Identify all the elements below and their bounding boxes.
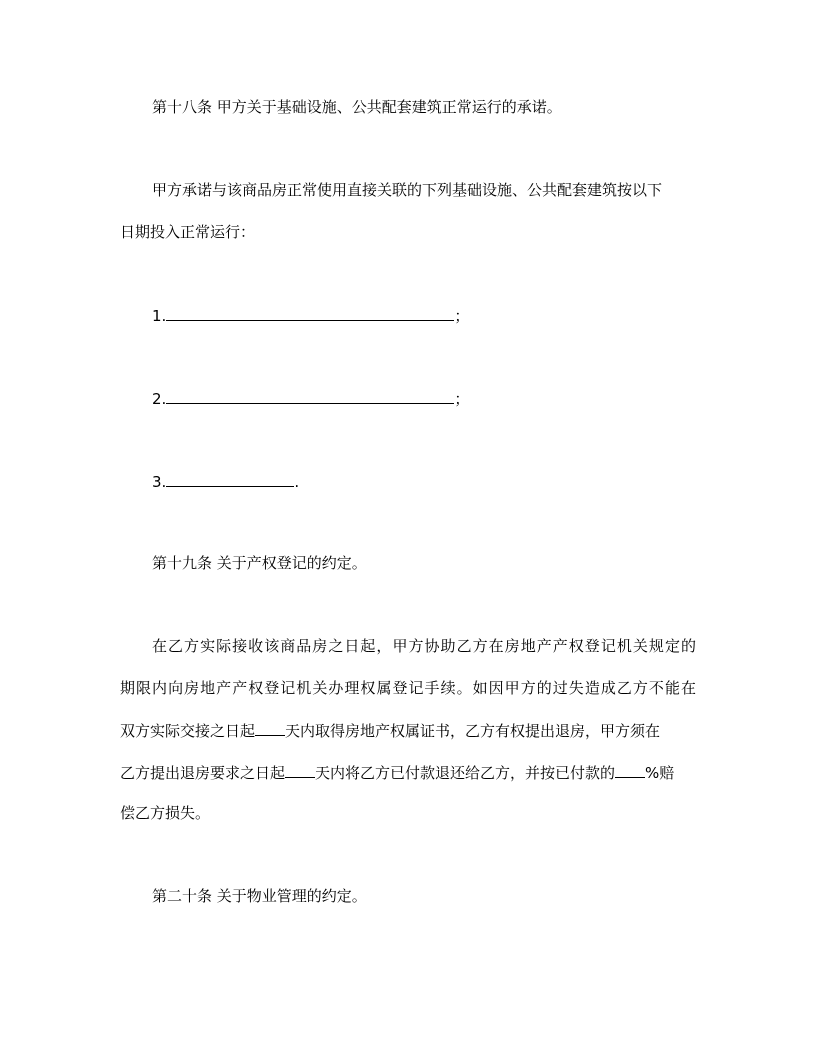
article-20-heading: 第二十条 关于物业管理的约定。 bbox=[152, 887, 367, 905]
text-segment: %赔 bbox=[645, 764, 675, 782]
fill-in-blank bbox=[166, 305, 454, 321]
article-19-line-2: 期限内向房地产产权登记机关办理权属登记手续。如因甲方的过失造成乙方不能在 bbox=[120, 679, 696, 697]
item-number: 3. bbox=[152, 473, 167, 491]
days-blank bbox=[255, 720, 285, 736]
item-number: 2. bbox=[152, 390, 167, 408]
item-terminator: . bbox=[294, 473, 300, 491]
item-terminator: ； bbox=[454, 307, 470, 325]
percent-blank bbox=[615, 762, 645, 778]
facility-item-1 bbox=[152, 305, 469, 325]
item-number: 1. bbox=[152, 307, 167, 325]
article-19-line-1: 在乙方实际接收该商品房之日起，甲方协助乙方在房地产产权登记机关规定的 bbox=[152, 637, 696, 655]
days-blank bbox=[285, 762, 315, 778]
article-18-heading: 第十八条 甲方关于基础设施、公共配套建筑正常运行的承诺。 bbox=[152, 98, 562, 116]
fill-in-blank bbox=[166, 471, 294, 487]
article-19-line-4 bbox=[120, 762, 674, 782]
article-19-heading: 第十九条 关于产权登记的约定。 bbox=[152, 554, 367, 572]
text-segment: 双方实际交接之日起 bbox=[120, 722, 256, 740]
article-19-line-3 bbox=[120, 720, 660, 740]
fill-in-blank bbox=[166, 388, 454, 404]
facility-item-3 bbox=[152, 471, 299, 491]
text-segment: 乙方提出退房要求之日起 bbox=[120, 764, 286, 782]
item-terminator: ； bbox=[454, 390, 470, 408]
article-19-line-5: 偿乙方损失。 bbox=[120, 804, 211, 822]
facility-item-2 bbox=[152, 388, 469, 408]
text-segment: 天内将乙方已付款退还给乙方，并按已付款的 bbox=[315, 764, 616, 782]
article-18-paragraph-line-1: 甲方承诺与该商品房正常使用直接关联的下列基础设施、公共配套建筑按以下 bbox=[152, 181, 663, 199]
article-18-paragraph-line-2: 日期投入正常运行： bbox=[120, 223, 256, 241]
text-segment: 天内取得房地产权属证书，乙方有权提出退房，甲方须在 bbox=[285, 722, 661, 740]
